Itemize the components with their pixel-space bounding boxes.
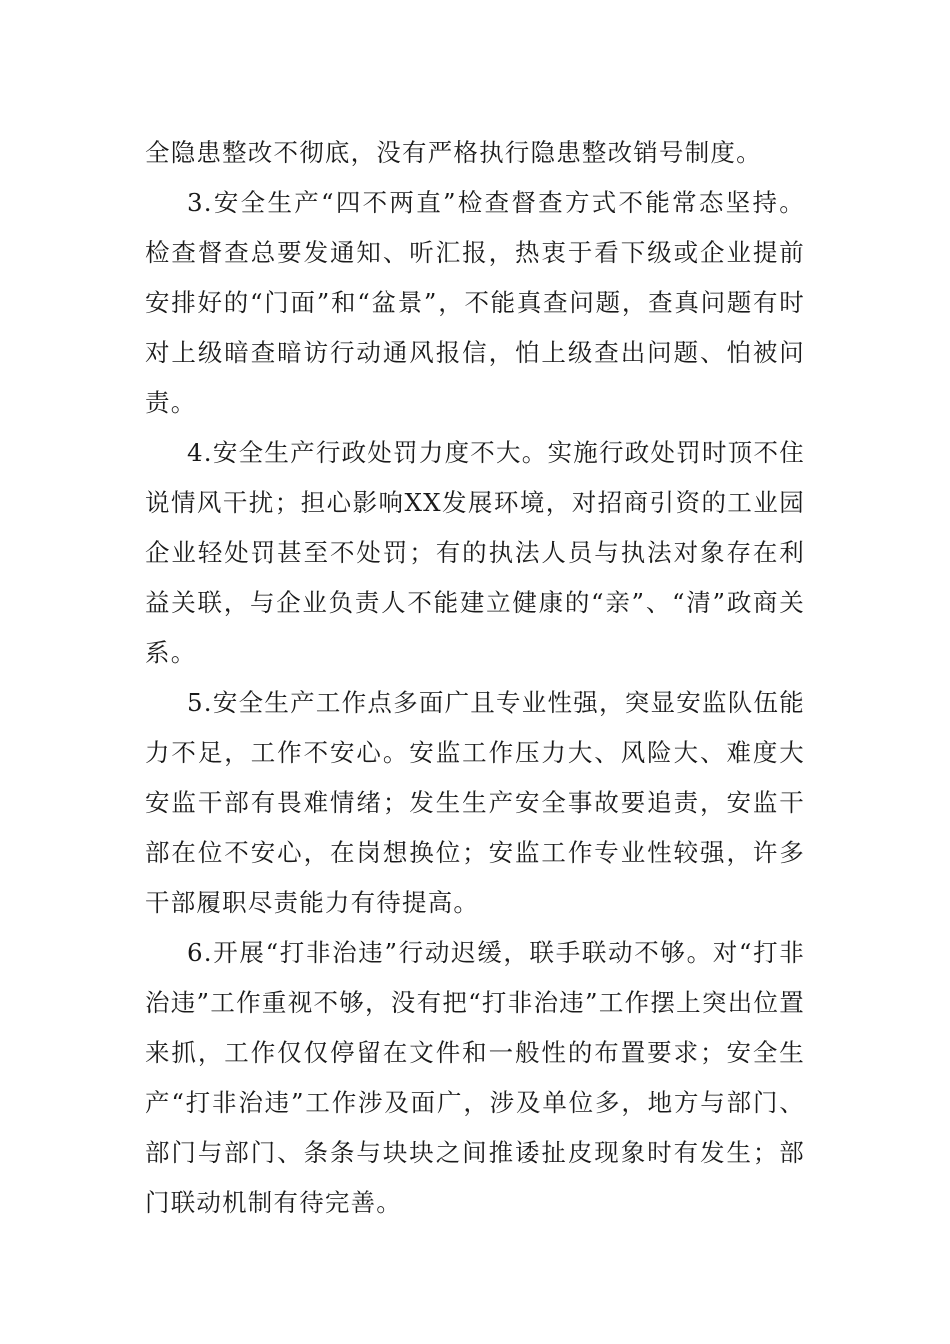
paragraph-item-3: 3.安全生产“四不两直”检查督查方式不能常态坚持。检查督查总要发通知、听汇报，热衷于看下级或企业提前安排好的“门面”和“盆景”，不能真查问题，查真问题有时对上级暗查暗访行动通风报信，怕上级查出问题、怕被问责。 (145, 188, 805, 417)
paragraph-item-4: 4.安全生产行政处罚力度不大。实施行政处罚时顶不住说情风干扰；担心影响XX发展环境，对招商引资的工业园企业轻处罚甚至不处罚；有的执法人员与执法对象存在利益关联，与企业负责人不能建立健康的“亲”、“清”政商关系。 (145, 438, 805, 667)
paragraph-continuation: 全隐患整改不彻底，没有严格执行隐患整改销号制度。 (145, 138, 762, 167)
paragraph-item-5: 5.安全生产工作点多面广且专业性强，突显安监队伍能力不足，工作不安心。安监工作压力大、风险大、难度大安监干部有畏难情绪；发生生产安全事故要追责，安监干部在位不安心，在岗想换位；安监工作专业性较强，许多干部履职尽责能力有待提高。 (145, 688, 805, 917)
paragraph-item-6: 6.开展“打非治违”行动迟缓，联手联动不够。对“打非治违”工作重视不够，没有把“打非治违”工作摆上突出位置来抓，工作仅仅停留在文件和一般性的布置要求；安全生产“打非治违”工作涉及面广，涉及单位多，地方与部门、部门与部门、条条与块块之间推诿扯皮现象时有发生；部门联动机制有待完善。 (145, 938, 805, 1217)
document-body (145, 128, 805, 1228)
